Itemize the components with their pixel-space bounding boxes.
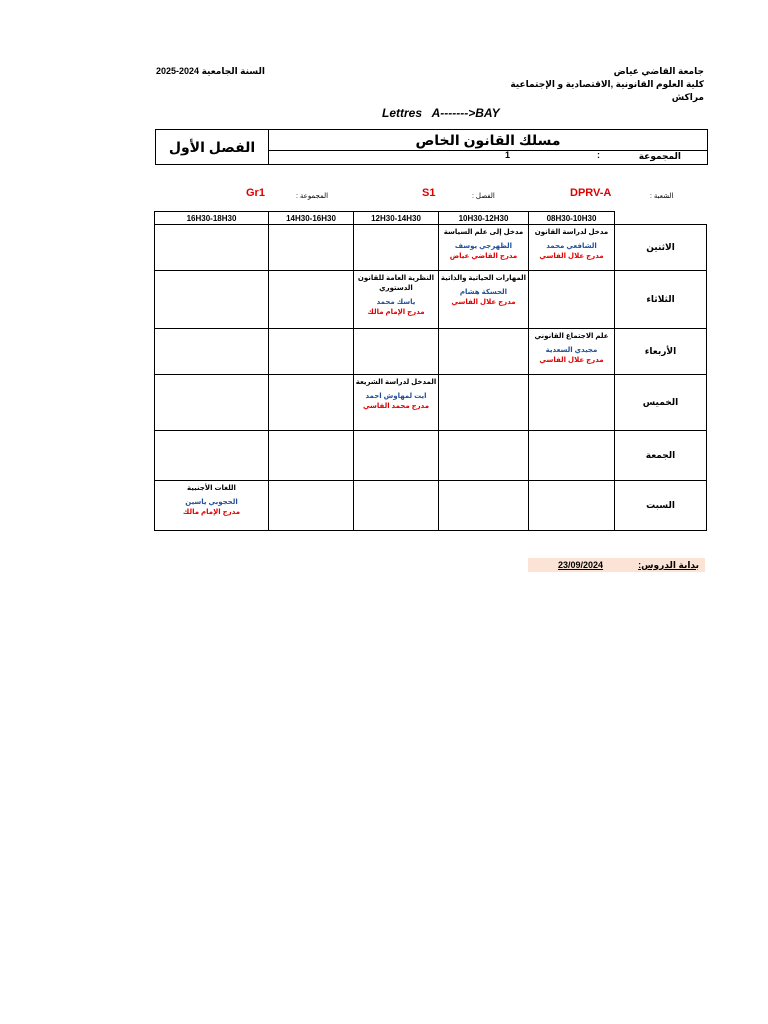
- schedule-cell: [354, 431, 439, 481]
- schedule-cell: [529, 481, 615, 531]
- schedule-cell: [155, 375, 269, 431]
- time-slot-header: 08H30-10H30: [529, 212, 615, 225]
- schedule-cell: [155, 431, 269, 481]
- schedule-cell: [155, 481, 269, 531]
- room-name: مدرج علال الفاسي: [451, 299, 516, 306]
- schedule-cell: [269, 271, 354, 329]
- track-label: الشعبة :: [650, 193, 674, 200]
- corner-cell: [615, 212, 707, 225]
- schedule-cell: [354, 375, 439, 431]
- time-slot-header: 12H30-14H30: [354, 212, 439, 225]
- teacher-name: الحجوبي ياسين: [185, 499, 238, 506]
- group-row: [269, 150, 707, 164]
- semester-title: الفصل الأول: [156, 130, 269, 164]
- semester-value: S1: [422, 187, 436, 199]
- schedule-cell: [155, 271, 269, 329]
- day-row: [155, 271, 707, 329]
- teacher-name: الظهرجي يوسف: [454, 243, 513, 250]
- time-header-row: [155, 212, 707, 225]
- group-label: المجموعة: [638, 151, 681, 161]
- schedule-cell: [269, 431, 354, 481]
- academic-year: السنة الجامعية 2024-2025: [156, 66, 265, 76]
- day-row: [155, 225, 707, 271]
- title-box: [155, 129, 708, 165]
- teacher-name: الشافعي محمد: [546, 243, 597, 250]
- program-title: مسلك القانون الخاص: [269, 130, 707, 151]
- schedule-cell: [155, 329, 269, 375]
- teacher-name: ياسك محمد: [376, 299, 416, 306]
- schedule-cell: [354, 481, 439, 531]
- schedule-cell: [529, 329, 615, 375]
- university-name: جامعة القاضي عياض: [613, 66, 704, 76]
- schedule-cell: [529, 375, 615, 431]
- course-name: اللغات الأجنبية: [187, 485, 236, 492]
- schedule-cell: [529, 271, 615, 329]
- schedule-cell: [439, 329, 529, 375]
- schedule-cell: [354, 271, 439, 329]
- day-label: الاثنين: [615, 225, 707, 271]
- faculty-name: كلية العلوم القانونية ,الاقتصادية و الإجتماعية: [510, 79, 704, 89]
- room-name: مدرج محمد الفاسي: [362, 403, 430, 410]
- group-number: 1: [505, 150, 511, 160]
- city-name: مراكش: [671, 92, 704, 102]
- room-name: مدرج الإمام مالك: [367, 309, 425, 316]
- day-label: الجمعة: [615, 431, 707, 481]
- semester-label: الفصل :: [472, 193, 495, 200]
- day-label: السبت: [615, 481, 707, 531]
- schedule-cell: [354, 225, 439, 271]
- schedule-cell: [269, 225, 354, 271]
- teacher-name: مجيدي السعدية: [545, 347, 598, 354]
- course-name: علم الاجتماع القانوني: [534, 333, 609, 340]
- course-name: النظرية العامة للقانون الدستوري: [357, 275, 435, 292]
- start-label: بداية الدروس:: [638, 560, 699, 570]
- room-name: مدرج علال الفاسي: [539, 357, 604, 364]
- room-name: مدرج الإمام مالك: [182, 509, 241, 516]
- time-slot-header: 16H30-18H30: [155, 212, 269, 225]
- day-row: [155, 329, 707, 375]
- start-date: 23/09/2024: [558, 560, 604, 570]
- group-meta-value: Gr1: [246, 187, 265, 199]
- time-slot-header: 14H30-16H30: [269, 212, 354, 225]
- letters-range: Lettres A------->BAY: [382, 106, 500, 120]
- course-name: مدخل إلى علم السياسة: [443, 229, 524, 236]
- day-row: [155, 481, 707, 531]
- schedule-cell: [529, 431, 615, 481]
- day-label: الثلاثاء: [615, 271, 707, 329]
- schedule-cell: [439, 271, 529, 329]
- day-row: [155, 431, 707, 481]
- time-slot-header: 10H30-12H30: [439, 212, 529, 225]
- schedule-cell: [529, 225, 615, 271]
- group-colon: :: [597, 150, 600, 160]
- schedule-cell: [354, 329, 439, 375]
- start-date-bar: [528, 558, 705, 572]
- schedule-cell: [439, 375, 529, 431]
- university-header: [464, 65, 704, 104]
- room-name: مدرج علال الفاسي: [539, 253, 604, 260]
- schedule-cell: [439, 431, 529, 481]
- day-row: [155, 375, 707, 431]
- schedule-table: [154, 211, 707, 531]
- course-name: مدخل لدراسة القانون: [534, 229, 609, 236]
- course-name: المدخل لدراسة الشريعة: [355, 379, 437, 386]
- schedule-cell: [439, 225, 529, 271]
- room-name: مدرج القاضي عياض: [449, 253, 518, 260]
- schedule-cell: [269, 481, 354, 531]
- track-value: DPRV-A: [570, 187, 612, 199]
- course-name: المهارات الحياتية والذاتية: [440, 275, 527, 282]
- schedule-cell: [269, 329, 354, 375]
- schedule-cell: [269, 375, 354, 431]
- teacher-name: الحسكة هشام: [459, 289, 508, 296]
- teacher-name: ايت لمهاوش احمد: [365, 393, 427, 400]
- schedule-cell: [155, 225, 269, 271]
- group-meta-label: المجموعة :: [296, 193, 329, 200]
- day-label: الأربعاء: [615, 329, 707, 375]
- schedule-cell: [439, 481, 529, 531]
- day-label: الخميس: [615, 375, 707, 431]
